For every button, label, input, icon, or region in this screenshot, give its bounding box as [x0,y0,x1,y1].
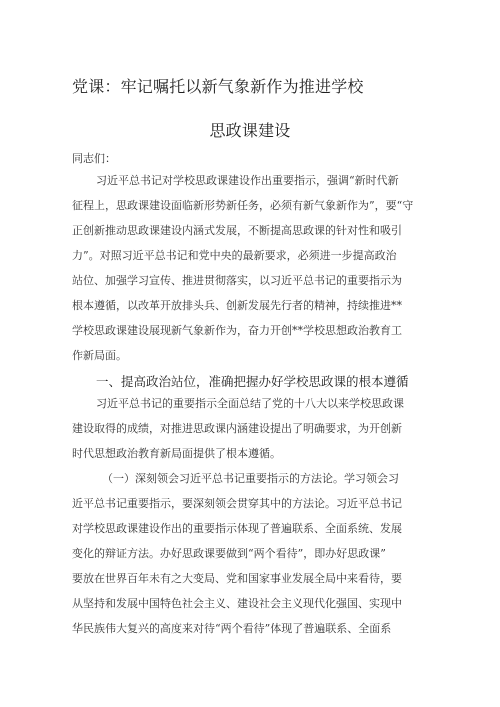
paragraph-3-line: 对学校思政课建设作出的重要指示体现了普遍联系、全面系统、发展 [72,522,402,535]
paragraph-3-line: 要放在世界百年未有之大变局、党和国家事业发展全局中来看待，要 [72,572,402,585]
paragraph-3-line: 华民族伟大复兴的高度来对待“两个看待”体现了普遍联系、全面系 [72,622,392,635]
greeting: 同志们： [72,152,116,165]
paragraph-2-line: 习近平总书记的重要指示全面总结了党的十八大以来学校思政课 [96,397,404,410]
paragraph-3-line: （一）深刻领会习近平总书记重要指示的方法论。学习领会习 [102,472,399,485]
section-heading-1: 一、提高政治站位，准确把握办好学校思政课的根本遵循 [96,374,409,389]
paragraph-1-line: 正创新推动思政课建设内涵式发展，不断提高思政课的针对性和吸引 [72,224,402,237]
paragraph-2-line: 时代思想政治教育新局面提供了根本遵循。 [72,447,281,460]
paragraph-3-line: 近平总书记重要指示，要深刻领会贯穿其中的方法论。习近平总书记 [72,497,402,510]
paragraph-1-line: 力”。对照习近平总书记和党中央的最新要求，必须进一步提高政治 [72,249,397,262]
document-title-line-1: 党课：牢记嘱托以新气象新作为推进学校 [72,77,364,96]
document-title-line-2: 思政课建设 [209,121,291,140]
paragraph-3-line: 变化的辩证方法。办好思政课要做到“两个看待”，即办好思政课” [72,547,386,560]
paragraph-1-line: 征程上，思政课建设面临新形势新任务，必须有新气象新作为”，要“守 [72,199,414,212]
paragraph-1-line: 作新局面。 [72,349,127,362]
paragraph-1-line: 习近平总书记对学校思政课建设作出重要指示，强调“新时代新 [96,174,399,187]
paragraph-3-line: 从坚持和发展中国特色社会主义、建设社会主义现代化强国、实现中 [72,597,402,610]
paragraph-1-line: 站位、加强学习宣传、推进贯彻落实，以习近平总书记的重要指示为 [72,274,402,287]
paragraph-1-line: 根本遵循，以改革开放排头兵、创新发展先行者的精神，持续推进** [72,299,402,312]
paragraph-2-line: 建设取得的成绩，对推进思政课内涵建设提出了明确要求，为开创新 [72,422,402,435]
paragraph-1-line: 学校思政课建设展现新气象新作为，奋力开创**学校思想政治教育工 [72,324,402,337]
